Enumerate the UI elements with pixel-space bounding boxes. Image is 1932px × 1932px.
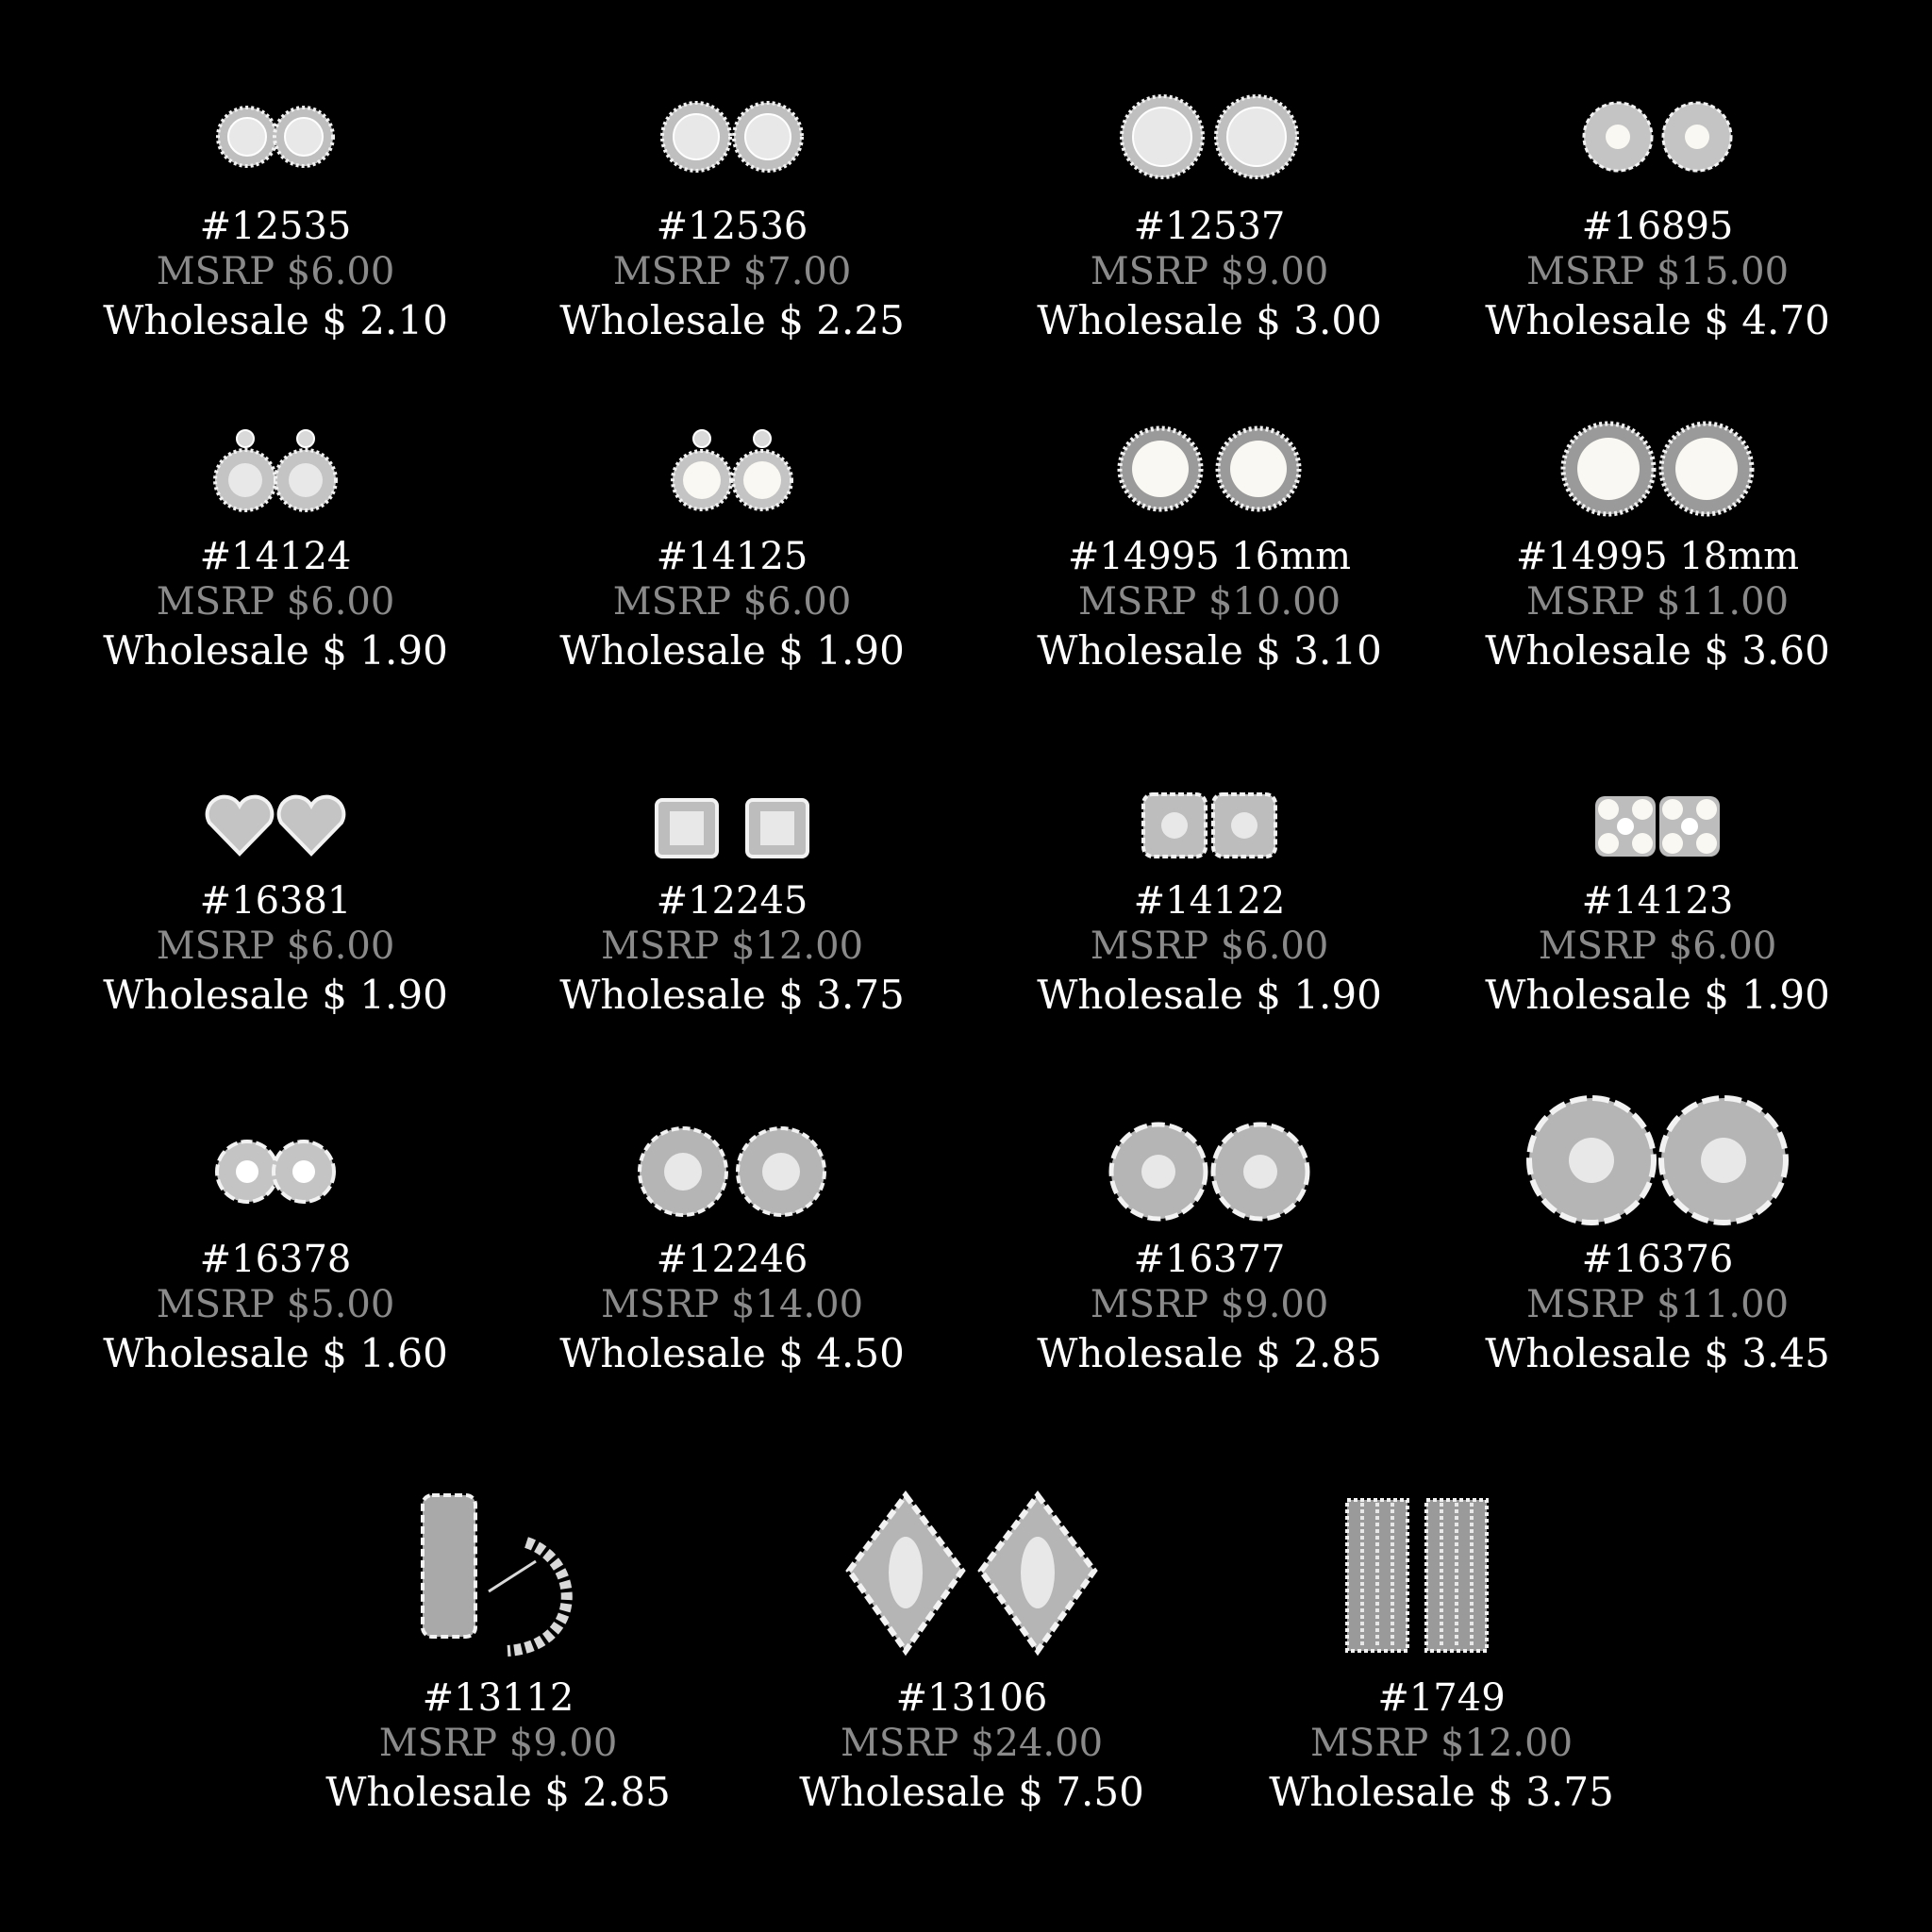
crystal-drop-earrings-image <box>162 420 389 524</box>
product-sku: #14995 16mm <box>1067 535 1352 578</box>
product-sku: #12537 <box>1133 205 1286 248</box>
msrp-price: MSRP $15.00 <box>1525 250 1790 293</box>
product-sku: #14995 18mm <box>1515 535 1800 578</box>
rhinestone-bar-earrings-image <box>1328 1486 1555 1665</box>
wholesale-price: Wholesale $ 1.90 <box>103 627 448 674</box>
msrp-price: MSRP $11.00 <box>1525 580 1790 624</box>
heart-stud-earrings-image <box>162 783 389 868</box>
msrp-price: MSRP $6.00 <box>612 580 852 624</box>
wholesale-price: Wholesale $ 3.10 <box>1037 627 1382 674</box>
product-card[interactable] <box>745 1486 1198 1818</box>
pearl-halo-stud-earrings-image <box>1096 420 1323 524</box>
wholesale-price: Wholesale $ 3.75 <box>1269 1769 1614 1815</box>
wholesale-price: Wholesale $ 2.85 <box>325 1769 671 1815</box>
msrp-price: MSRP $12.00 <box>600 924 864 968</box>
msrp-price: MSRP $10.00 <box>1077 580 1341 624</box>
msrp-price: MSRP $6.00 <box>1538 924 1777 968</box>
product-sku: #12535 <box>199 205 352 248</box>
product-card[interactable] <box>1431 783 1884 1021</box>
starburst-stud-earrings-image <box>619 1085 845 1226</box>
product-sku: #12245 <box>656 879 808 923</box>
cluster-stud-earrings-image <box>1096 1085 1323 1226</box>
round-halo-stud-earrings-image <box>1096 90 1323 193</box>
product-sku: #1749 <box>1377 1676 1506 1720</box>
product-card[interactable] <box>983 1085 1436 1379</box>
msrp-price: MSRP $12.00 <box>1309 1722 1574 1765</box>
product-card[interactable] <box>983 420 1436 676</box>
product-card[interactable] <box>506 420 958 676</box>
wholesale-price: Wholesale $ 1.90 <box>103 972 448 1018</box>
product-card[interactable] <box>49 420 502 676</box>
product-card[interactable] <box>1215 1486 1668 1818</box>
product-card[interactable] <box>49 90 502 346</box>
wholesale-price: Wholesale $ 2.25 <box>559 297 905 343</box>
msrp-price: MSRP $6.00 <box>156 580 395 624</box>
product-card[interactable] <box>1431 90 1884 346</box>
product-sku: #16376 <box>1581 1238 1734 1281</box>
square-cut-stud-earrings-image <box>619 783 845 868</box>
product-card[interactable] <box>506 90 958 346</box>
product-card[interactable] <box>1431 1085 1884 1379</box>
flower-stud-earrings-image <box>162 1085 389 1226</box>
wholesale-price: Wholesale $ 4.50 <box>559 1330 905 1376</box>
round-halo-stud-earrings-image <box>619 90 845 193</box>
wholesale-price: Wholesale $ 3.45 <box>1485 1330 1830 1376</box>
product-sku: #12536 <box>656 205 808 248</box>
msrp-price: MSRP $9.00 <box>1090 1283 1329 1326</box>
product-sku: #14125 <box>656 535 808 578</box>
product-sku: #14124 <box>199 535 352 578</box>
pearl-square-stud-earrings-image <box>1544 783 1771 868</box>
product-sku: #16377 <box>1133 1238 1286 1281</box>
wholesale-price: Wholesale $ 1.60 <box>103 1330 448 1376</box>
product-card[interactable] <box>506 783 958 1021</box>
large-cluster-stud-earrings-image <box>1516 1085 1799 1226</box>
msrp-price: MSRP $6.00 <box>1090 924 1329 968</box>
square-cluster-stud-earrings-image <box>1096 783 1323 868</box>
wholesale-price: Wholesale $ 3.00 <box>1037 297 1382 343</box>
pearl-halo-stud-earrings-image <box>1544 420 1771 524</box>
msrp-price: MSRP $6.00 <box>156 250 395 293</box>
wholesale-price: Wholesale $ 2.85 <box>1037 1330 1382 1376</box>
marquise-cluster-earrings-image <box>830 1486 1113 1665</box>
product-sku: #16895 <box>1581 205 1734 248</box>
wholesale-price: Wholesale $ 2.10 <box>103 297 448 343</box>
product-sku: #14122 <box>1133 879 1286 923</box>
msrp-price: MSRP $9.00 <box>378 1722 618 1765</box>
wholesale-price: Wholesale $ 1.90 <box>1037 972 1382 1018</box>
product-sku: #12246 <box>656 1238 808 1281</box>
product-sku: #13106 <box>895 1676 1048 1720</box>
msrp-price: MSRP $14.00 <box>600 1283 864 1326</box>
msrp-price: MSRP $5.00 <box>156 1283 395 1326</box>
msrp-price: MSRP $11.00 <box>1525 1283 1790 1326</box>
product-card[interactable] <box>1431 420 1884 676</box>
product-sku: #13112 <box>422 1676 575 1720</box>
product-sku: #14123 <box>1581 879 1734 923</box>
product-card[interactable] <box>49 1085 502 1379</box>
product-card[interactable] <box>272 1486 724 1818</box>
msrp-price: MSRP $24.00 <box>840 1722 1104 1765</box>
wholesale-price: Wholesale $ 7.50 <box>799 1769 1144 1815</box>
round-halo-stud-earrings-image <box>162 90 389 193</box>
product-sku: #16378 <box>199 1238 352 1281</box>
wholesale-price: Wholesale $ 3.75 <box>559 972 905 1018</box>
wholesale-price: Wholesale $ 4.70 <box>1485 297 1830 343</box>
product-card[interactable] <box>49 783 502 1021</box>
msrp-price: MSRP $7.00 <box>612 250 852 293</box>
product-card[interactable] <box>983 783 1436 1021</box>
half-hoop-earrings-image <box>385 1486 611 1665</box>
wholesale-price: Wholesale $ 1.90 <box>559 627 905 674</box>
msrp-price: MSRP $6.00 <box>156 924 395 968</box>
wholesale-price: Wholesale $ 3.60 <box>1485 627 1830 674</box>
pearl-cluster-stud-earrings-image <box>1544 90 1771 193</box>
wholesale-price: Wholesale $ 1.90 <box>1485 972 1830 1018</box>
product-card[interactable] <box>983 90 1436 346</box>
pearl-drop-earrings-image <box>619 420 845 524</box>
msrp-price: MSRP $9.00 <box>1090 250 1329 293</box>
product-sku: #16381 <box>199 879 352 923</box>
product-card[interactable] <box>506 1085 958 1379</box>
